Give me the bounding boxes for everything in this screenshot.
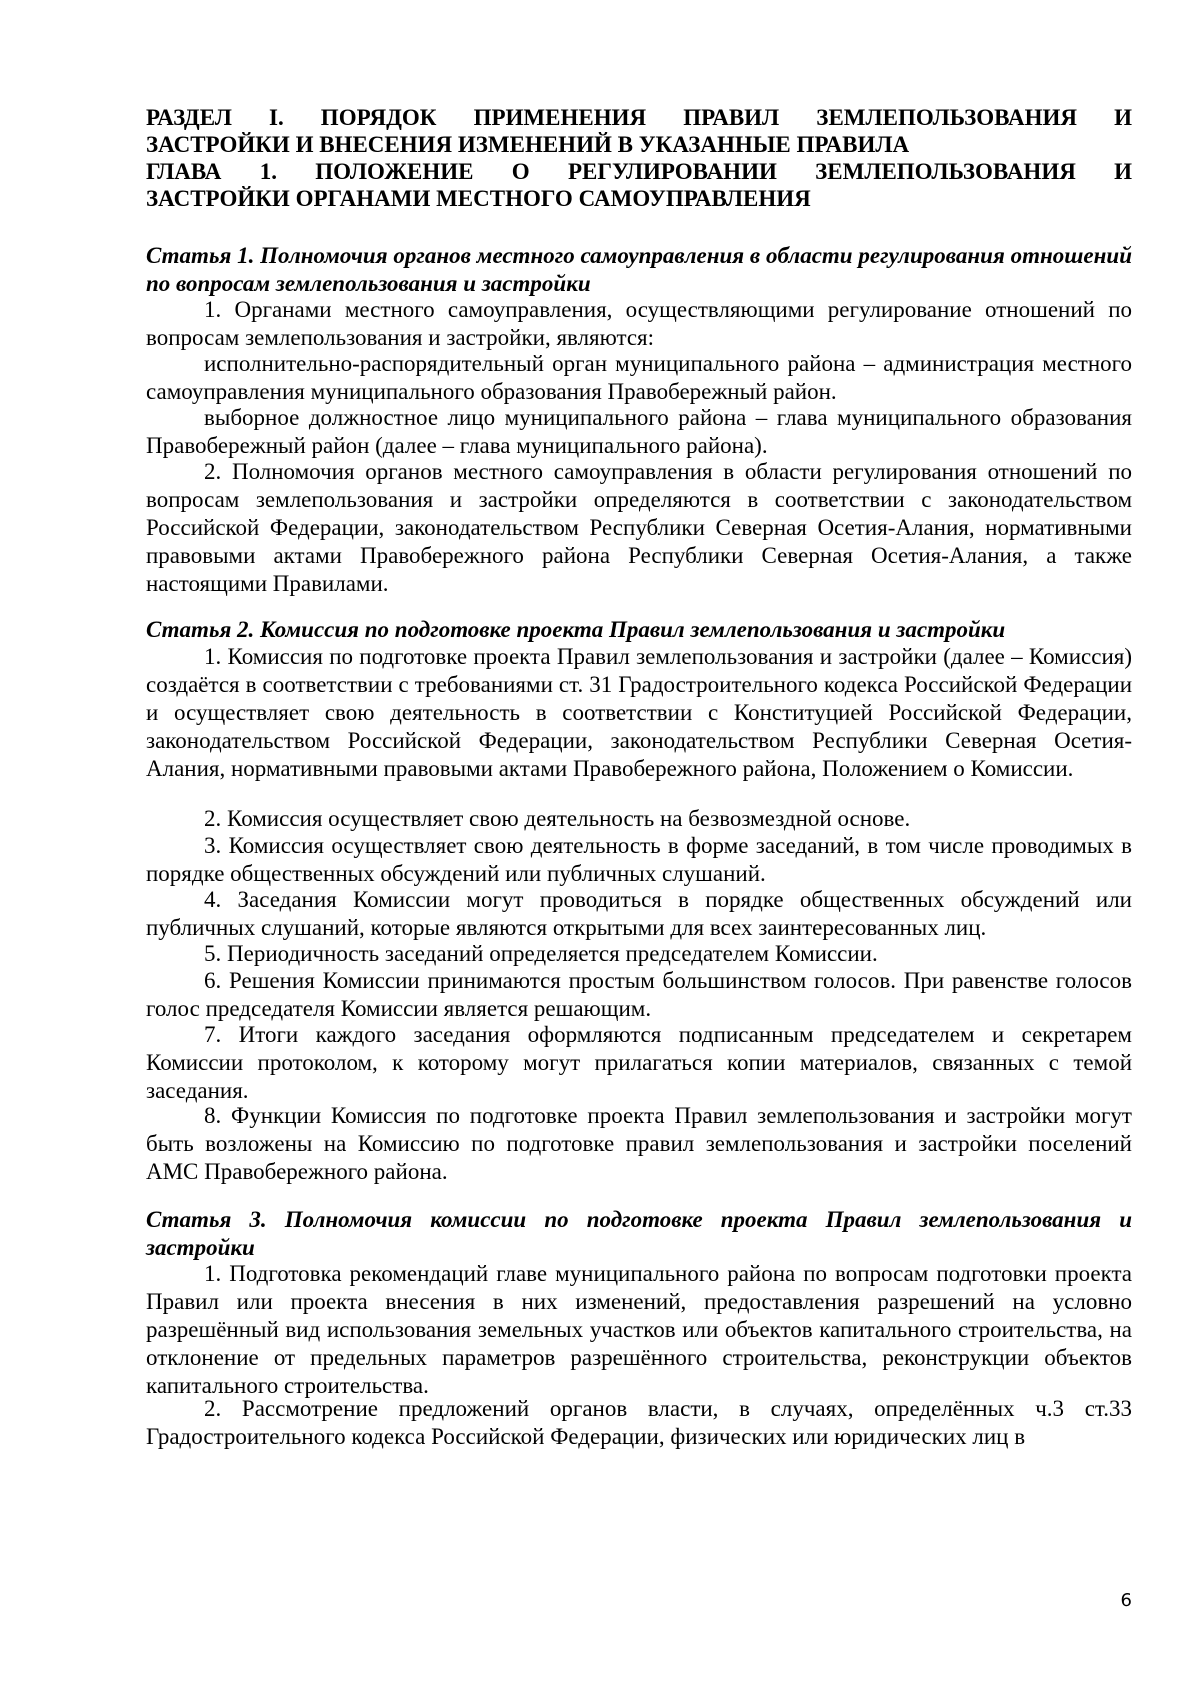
article-2-paragraph-4: 4. Заседания Комиссии могут проводиться в порядке общественных обсуждений или публичных слушаний, которые являются открытыми для всех заинтересованных лиц.: [146, 887, 1132, 940]
article-2-paragraph-8: 8. Функции Комиссия по подготовке проекта Правил землепользования и застройки могут быть возложены на Комиссию по подготовке правил землепользования и застройки поселений АМС Правобережного района.: [146, 1103, 1132, 1184]
article-2-paragraph-7: 7. Итоги каждого заседания оформляются подписанным председателем и секретарем Комиссии протоколом, к которому могут прилагаться копии материалов, связанных с темой заседания.: [146, 1022, 1132, 1103]
chapter-title-line-1: ГЛАВА 1. ПОЛОЖЕНИЕ О РЕГУЛИРОВАНИИ ЗЕМЛЕПОЛЬЗОВАНИЯ И: [146, 159, 1132, 184]
article-2-paragraph-5: 5. Периодичность заседаний определяется председателем Комиссии.: [204, 941, 878, 966]
chapter-title-line-2: ЗАСТРОЙКИ ОРГАНАМИ МЕСТНОГО САМОУПРАВЛЕНИЯ: [146, 186, 811, 211]
article-3-paragraph-2: 2. Рассмотрение предложений органов власти, в случаях, определённых ч.3 ст.33 Градостроительного кодекса Российской Федерации, физических или юридических лиц в: [146, 1396, 1132, 1449]
article-3-title: Статья 3. Полномочия комиссии по подготовке проекта Правил землепользования и застройки: [146, 1207, 1132, 1260]
article-1-paragraph-2: исполнительно-распорядительный орган муниципального района – администрация местного самоуправления муниципального образования Правобережный район.: [146, 351, 1132, 404]
article-2-paragraph-2: 2. Комиссия осуществляет свою деятельность на безвозмездной основе.: [204, 806, 911, 831]
article-2-paragraph-3: 3. Комиссия осуществляет свою деятельность в форме заседаний, в том числе проводимых в порядке общественных обсуждений или публичных слушаний.: [146, 833, 1132, 886]
article-2-title: Статья 2. Комиссия по подготовке проекта Правил землепользования и застройки: [146, 617, 1006, 642]
page-number: 6: [1120, 1590, 1132, 1611]
section-title-line-2: ЗАСТРОЙКИ И ВНЕСЕНИЯ ИЗМЕНЕНИЙ В УКАЗАННЫЕ ПРАВИЛА: [146, 132, 910, 157]
article-1-paragraph-3: выборное должностное лицо муниципального района – глава муниципального образования Правобережный район (далее – глава муниципального района).: [146, 405, 1132, 458]
section-title-line-1: РАЗДЕЛ I. ПОРЯДОК ПРИМЕНЕНИЯ ПРАВИЛ ЗЕМЛЕПОЛЬЗОВАНИЯ И: [146, 105, 1132, 130]
article-2-paragraph-1: 1. Комиссия по подготовке проекта Правил землепользования и застройки (далее – Комиссия) создаётся в соответствии с требованиями ст. 31 Градостроительного кодекса Российской Федерации и осуществляет свою деятельность в соответствии с Конституцией Российской Федерации, законодательством Российской Федерации, законодательством Республики Северная Осетия-Алания, нормативными правовыми актами Правобережного района, Положением о Комиссии.: [146, 644, 1132, 781]
article-1-title: Статья 1. Полномочия органов местного самоуправления в области регулирования отношений по вопросам землепользования и застройки: [146, 243, 1132, 296]
article-2-paragraph-6: 6. Решения Комиссии принимаются простым большинством голосов. При равенстве голосов голос председателя Комиссии является решающим.: [146, 968, 1132, 1021]
article-1-paragraph-1: 1. Органами местного самоуправления, осуществляющими регулирование отношений по вопросам землепользования и застройки, являются:: [146, 297, 1132, 350]
article-1-paragraph-4: 2. Полномочия органов местного самоуправления в области регулирования отношений по вопросам землепользования и застройки определяются в соответствии с законодательством Российской Федерации, законодательством Республики Северная Осетия-Алания, нормативными правовыми актами Правобережного района Республики Северная Осетия-Алания, а также настоящими Правилами.: [146, 459, 1132, 596]
article-3-paragraph-1: 1. Подготовка рекомендаций главе муниципального района по вопросам подготовки проекта Правил или проекта внесения в них изменений, предоставления разрешений на условно разрешённый вид использования земельных участков или объектов капитального строительства, на отклонение от предельных параметров разрешённого строительства, реконструкции объектов капитального строительства.: [146, 1261, 1132, 1398]
